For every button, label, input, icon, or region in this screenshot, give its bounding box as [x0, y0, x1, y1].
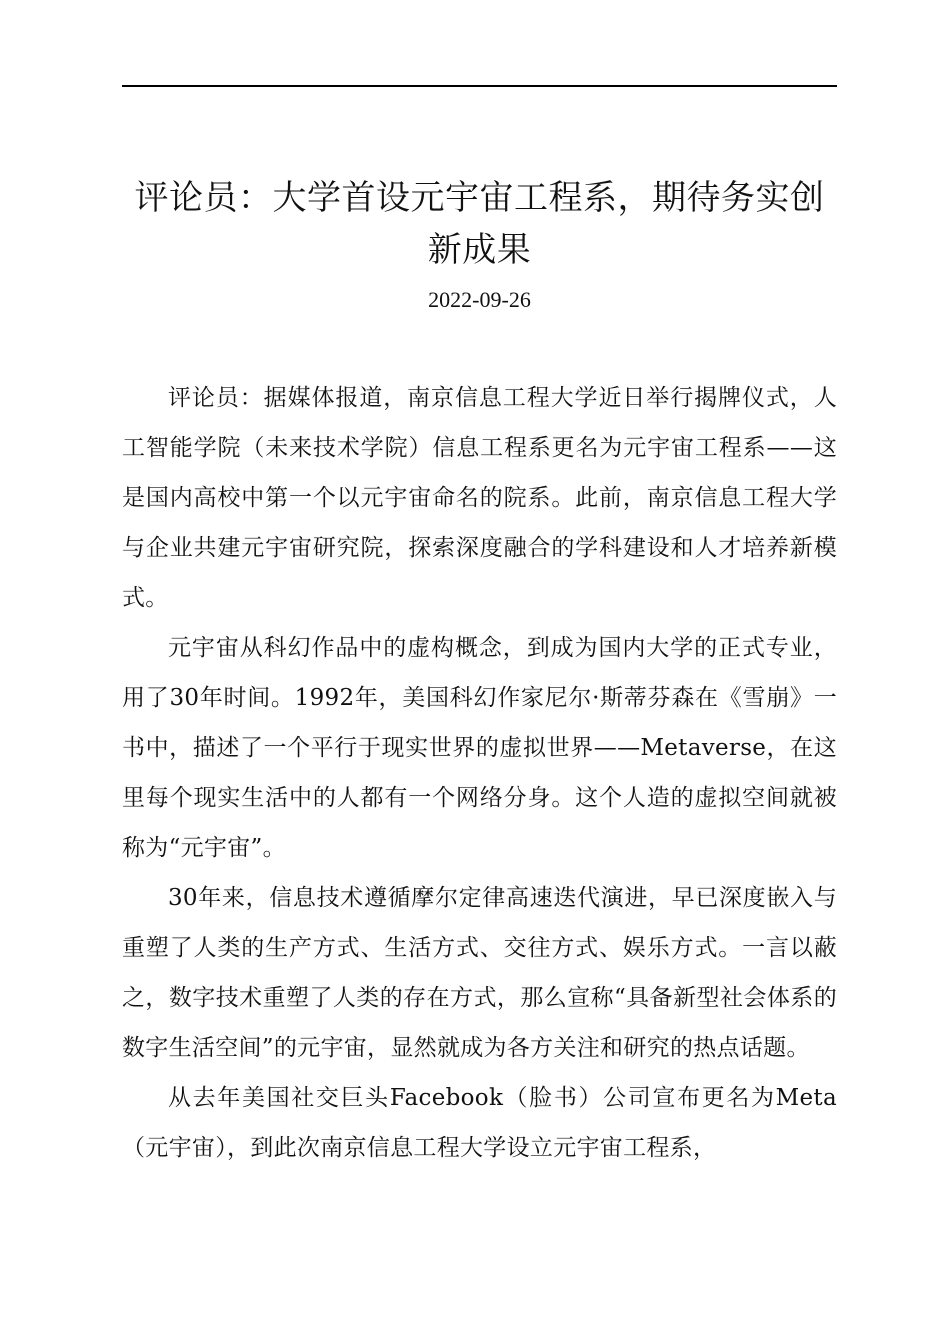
paragraph-1: 评论员：据媒体报道，南京信息工程大学近日举行揭牌仪式，人工智能学院（未来技术学院）信息工程系更名为元宇宙工程系——这是国内高校中第一个以元宇宙命名的院系。此前，南京信息工程大学与企业共建元宇宙研究院，探索深度融合的学科建设和人才培养新模式。: [122, 385, 837, 611]
article-title: 评论员：大学首设元宇宙工程系，期待务实创新成果: [134, 178, 825, 270]
paragraph-4: 从去年美国社交巨头Facebook（脸书）公司宣布更名为Meta（元宇宙），到此次南京信息工程大学设立元宇宙工程系，: [122, 1085, 837, 1161]
paragraph-2: 元宇宙从科幻作品中的虚构概念，到成为国内大学的正式专业，用了30年时间。1992年，美国科幻作家尼尔·斯蒂芬森在《雪崩》一书中，描述了一个平行于现实世界的虚拟世界——Metaverse，在这里每个现实生活中的人都有一个网络分身。这个人造的虚拟空间就被称为“元宇宙”。: [122, 635, 837, 861]
article-date: 2022-09-26: [428, 287, 531, 312]
header-rule: [122, 85, 837, 87]
article-body: [122, 373, 837, 1173]
paragraph-3: 30年来，信息技术遵循摩尔定律高速迭代演进，早已深度嵌入与重塑了人类的生产方式、生活方式、交往方式、娱乐方式。一言以蔽之，数字技术重塑了人类的存在方式，那么宣称“具备新型社会体系的数字生活空间”的元宇宙，显然就成为各方关注和研究的热点话题。: [122, 885, 837, 1061]
